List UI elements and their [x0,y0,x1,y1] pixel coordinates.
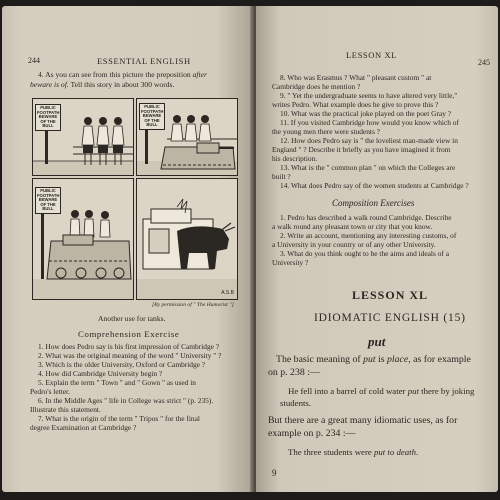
question-4: 4. How did Cambridge University begin ? [38,369,163,378]
example-italic: put [407,386,419,396]
basic-meaning-line-2: on p. 238 :— [268,367,320,378]
cartoon-panel-3 [32,178,134,300]
idiomatic-heading: IDIOMATIC ENGLISH (15) [314,312,466,324]
question-11: 11. If you visited Cambridge how would you know which of [280,118,459,127]
bull-sign-2: PUBLIC FOOTPATH BEWARE OF THE BULL [139,103,165,130]
but-line-1: But there are a great many idiomatic uses, as for [268,415,458,426]
question-7: 7. What is the origin of the term " Tripos " for the final [38,414,200,423]
question-2: 2. What was the original meaning of the word " University " ? [38,351,222,360]
question-5-cont: Pedro's letter. [30,387,70,396]
composition-3: 3. What do you think ought to be the aims and ideals of a [280,249,449,258]
question-13-cont: built ? [272,172,291,181]
question-12: 12. How does Pedro say is " the loveliest man-made view in [280,136,458,145]
example-text: there by joking [418,386,475,396]
cartoon-panel-2 [136,98,238,176]
example-1-line-2: students. [280,398,312,408]
cartoon-panel-1 [32,98,134,176]
right-page [256,6,498,492]
composition-heading: Composition Exercises [332,198,415,208]
question-8-cont: Cambridge does he mention ? [272,82,361,91]
basic-text: The basic meaning of [276,354,364,365]
question-11-cont: the young men there were students ? [272,127,380,136]
basic-italic: put [363,354,376,365]
example-2 [288,447,418,457]
question-7-cont: degree Examination at Cambridge ? [30,423,137,432]
open-book [2,2,498,496]
question-13: 13. What is the " common plan " on which the Colleges are [280,163,456,172]
left-page [2,6,254,492]
example-text: . [416,447,419,457]
example-1-line-1 [288,386,474,396]
question-5: 5. Explain the term " Town " and " Gown " as used in [38,378,196,387]
question-3: 3. Which is the older University, Oxford or Cambridge ? [38,360,206,369]
exercise-text: 4. As you can see from this picture the preposition [38,70,193,79]
basic-text: is [375,354,388,365]
running-head-right: LESSON XL [346,50,397,60]
question-12-cont: England " ? Describe it briefly as you have imagined it from [272,145,451,154]
basic-meaning-line-1 [276,354,471,365]
question-10: 10. What was the practical joke played on the poet Gray ? [280,109,452,118]
idiom-word: put [368,334,386,349]
composition-2-cont: a University in your country or of any other University. [272,240,436,249]
composition-1: 1. Pedro has described a walk round Cambridge. Describe [280,213,452,222]
question-6: 6. In the Middle Ages " life in College was strict " (p. 235). [38,396,214,405]
example-text: The three students were [288,447,374,457]
bull-sign-1: PUBLIC FOOTPATH BEWARE OF THE BULL [35,104,61,131]
comprehension-heading: Comprehension Exercise [78,329,180,339]
question-6-cont: Illustrate this statement. [30,405,101,414]
question-12-cont-2: his description. [272,154,318,163]
page-number-right: 245 [478,58,490,67]
question-9-cont: writes Pedro. What example does he give to prove this ? [272,100,439,109]
cartoonist-signature: A.S.B [221,290,234,296]
bull-sign-3: PUBLIC FOOTPATH BEWARE OF THE BULL [35,187,61,214]
signature-mark: 9 [272,468,277,478]
exercise-italic: beware is of. [30,80,69,89]
question-8: 8. Who was Erasmus ? What " pleasant custom " at [280,73,432,82]
exercise-line-1 [38,70,248,79]
composition-1-cont: a walk round any pleasant town or city that you know. [272,222,433,231]
cartoon-caption: Another use for tanks. [98,314,166,323]
panel-4-drawing [137,179,237,299]
lesson-title: LESSON XL [352,288,429,302]
question-14: 14. What does Pedro say of the women students at Cambridge ? [280,181,469,190]
running-head-left: ESSENTIAL ENGLISH [97,56,191,66]
question-9: 9. " Yet the undergraduate seems to have altered very little," [280,91,458,100]
exercise-italic: after [192,70,207,79]
question-1: 1. How does Pedro say is his first impression of Cambridge ? [38,342,220,351]
exercise-text: Tell this story in about 300 words. [68,80,175,89]
image-credit: [By permission of " The Humorist "] [152,302,234,308]
basic-text: , as for example [408,354,471,365]
example-text: He fell into a barrel of cold water [288,386,408,396]
page-number-left: 244 [28,56,40,65]
composition-3-cont: University ? [272,258,309,267]
composition-2: 2. Write an account, mentioning any interesting customs, of [280,231,457,240]
but-line-2: example on p. 234 :— [268,428,356,439]
example-italic: put to death [373,447,417,457]
basic-italic: place [387,354,409,365]
cartoon-panel-4 [136,178,238,300]
exercise-line-2 [30,80,250,89]
